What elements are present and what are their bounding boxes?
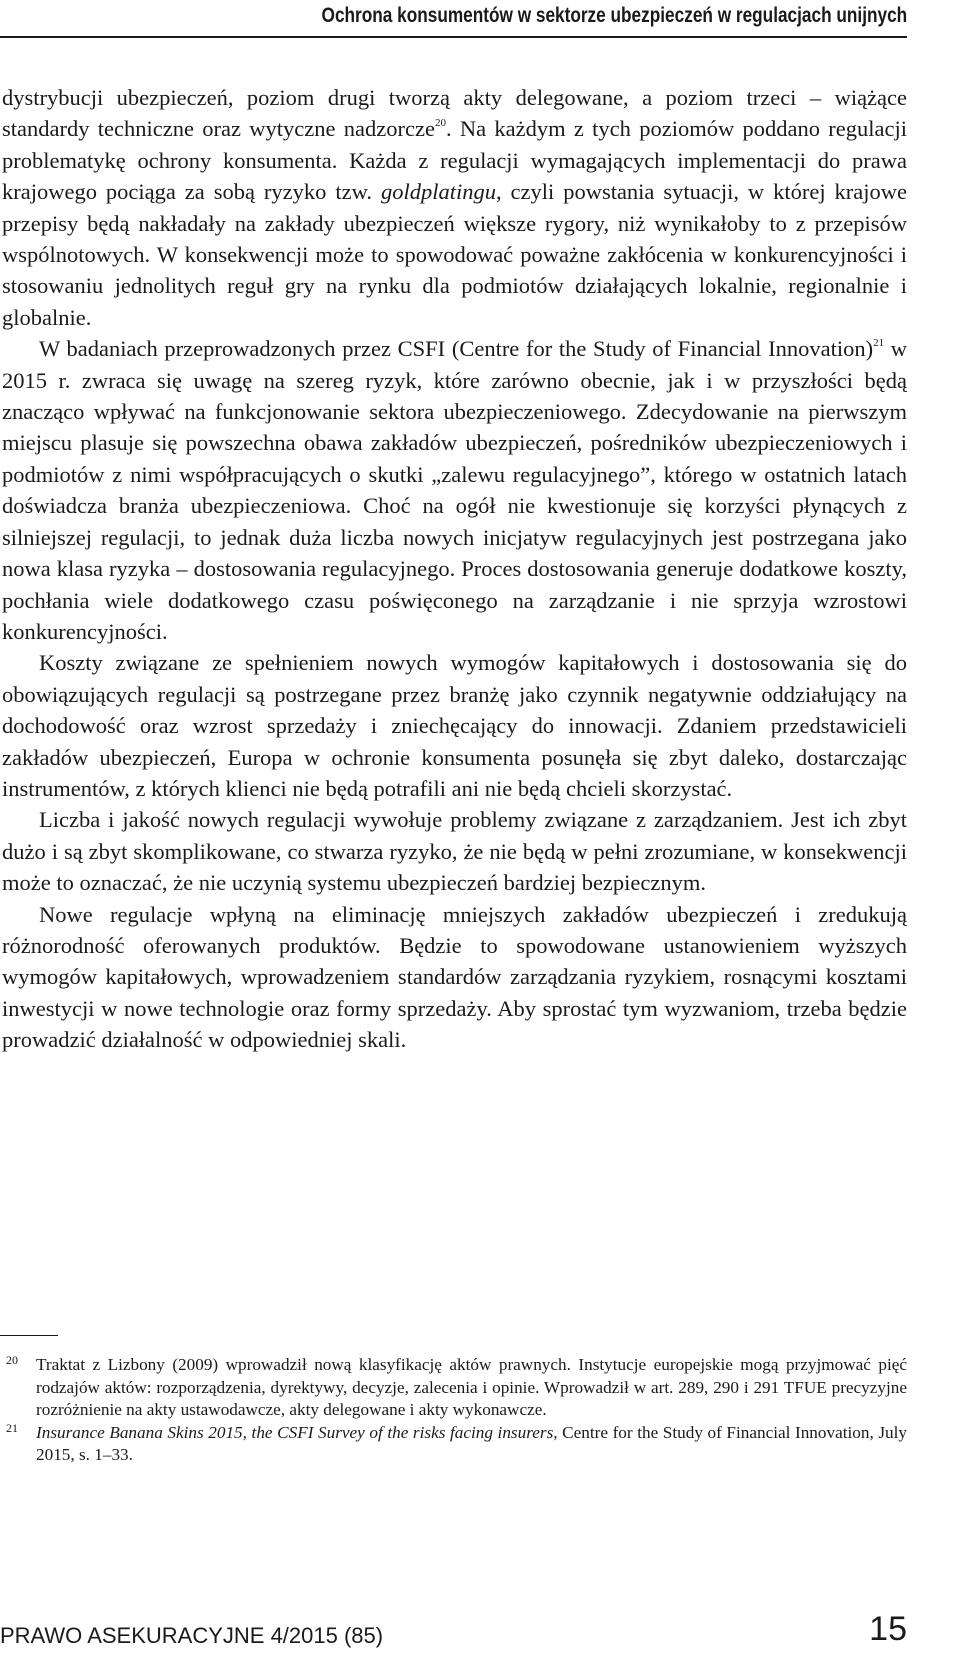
running-header [0, 0, 907, 38]
footnotes [0, 1354, 907, 1467]
paragraph-4: Liczba i jakość nowych regulacji wywołuje problemy związane z zarządzaniem. Jest ich zbyt dużo i są zbyt skomplikowane, co stwarza ryzyko, że nie będą w pełni zrozumiane, w konsekwencji może to oznaczać, że nie uczynią systemu ubezpieczeń bardziej bezpiecznym. [2, 807, 907, 896]
paragraph-2-part-a: W badaniach przeprowadzonych przez CSFI (Centre for the Study of Financial Innovation) [39, 336, 874, 362]
body-text [2, 82, 907, 1056]
paragraph-1-part-a: dystrybucji ubezpieczeń, poziom drugi tworzą akty delegowane, a poziom trzeci – wiążące standardy techniczne oraz wytyczne nadzorcze [2, 85, 907, 142]
paragraph-5: Nowe regulacje wpłyną na eliminację mniejszych zakładów ubezpieczeń i zredukują różnorodność oferowanych produktów. Będzie to spowodowane ustanowieniem wyższych wymogów kapitałowych, wprowadzeniem standardów zarządzania ryzykiem, rosnącymi kosztami inwestycji w nowe technologie oraz formy sprzedaży. Aby sprostać tym wyzwaniom, trzeba będzie prowadzić działalność w odpowiedniej skali. [2, 901, 907, 1053]
footnote-21 [0, 1422, 907, 1467]
running-header-title: Ochrona konsumentów w sektorze ubezpieczeń w regulacjach unijnych [321, 4, 907, 27]
footnote-separator [0, 1335, 58, 1336]
paragraph-3: Koszty związane ze spełnieniem nowych wymogów kapitałowych i dostosowania się do obowiązujących regulacji są postrzegane przez branżę jako czynnik negatywnie oddziałujący na dochodowość oraz wzrost sprzedaży i zniechęcający do innowacji. Zdaniem przedstawicieli zakładów ubezpieczeń, Europa w ochronie konsumenta posunęła się zbyt daleko, dostarczając instrumentów, z których klienci nie będą potrafili ani nie będą chcieli skorzystać. [2, 650, 907, 801]
paragraph-2 [2, 333, 907, 647]
footnote-ref-21[interactable]: 21 [873, 337, 885, 350]
page-number: 15 [869, 1610, 907, 1648]
paragraph-1-part-b: . Na każdym z tych poziomów poddano regulacji problematykę ochrony konsumenta. Każda z regulacji wymagających implementacji do prawa krajowego pociąga za sobą ryzyko tzw. [2, 116, 907, 205]
paragraph-1-italic-term: goldplatingu [380, 179, 496, 205]
footer-journal-title: PRAWO ASEKURACYJNE 4/2015 (85) [0, 1623, 384, 1648]
paragraph-1 [2, 82, 907, 333]
footnote-21-text: , Centre for the Study of Financial Innovation, July 2015, s. 1–33. [36, 1422, 907, 1464]
paragraph-2-part-b: w 2015 r. zwraca się uwagę na szereg ryzyk, które zarówno obecnie, jak i w przyszłości będą znacząco wpływać na funkcjonowanie sektora ubezpieczeniowego. Zdecydowanie na pierwszym miejscu plasuje się powszechna obawa zakładów ubezpieczeń, pośredników ubezpieczeniowych i podmiotów z nimi współpracujących o skutki „zalewu regulacyjnego”, którego w ostatnich latach doświadcza branża ubezpieczeniowa. Choć na ogół nie kwestionuje się korzyści płynących z silniejszej regulacji, to jednak duża liczba nowych inicjatyw regulacyjnych jest postrzegana jako nowa klasa ryzyka – dostosowania regulacyjnego. Proces dostosowania generuje dodatkowe koszty, pochłania wiele dodatkowego czasu poświęconego na zarządzanie i nie sprzyja wzrostowi konkurencyjności. [2, 336, 908, 644]
footnote-20-text: Traktat z Lizbony (2009) wprowadził nową klasyfikację aktów prawnych. Instytucje europejskie mogą przyjmować pięć rodzajów aktów: rozporządzenia, dyrektywy, decyzje, zalecenia i opinie. Wprowadził w art. 289, 290 i 291 TFUE precyzyjne rozróżnienie na akty ustawodawcze, akty delegowane i akty wykonawcze. [36, 1355, 907, 1419]
footnote-20-number: 20 [6, 1353, 18, 1367]
footnote-20 [0, 1354, 907, 1422]
footnote-21-number: 21 [6, 1420, 18, 1435]
paragraph-1-part-c: , czyli powstania sytuacji, w której krajowe przepisy będą nakładały na zakłady ubezpieczeń większe rygory, niż wynikałoby to z przepisów wspólnotowych. W konsekwencji może to spowodować poważne zakłócenia w konkurencyjności i stosowaniu jednolitych reguł gry na rynku dla podmiotów działających lokalnie, regionalnie i globalnie. [2, 179, 907, 330]
footnote-ref-20[interactable]: 20 [434, 117, 446, 130]
footnote-21-italic-title: Insurance Banana Skins 2015, the CSFI Survey of the risks facing insurers [36, 1422, 554, 1442]
